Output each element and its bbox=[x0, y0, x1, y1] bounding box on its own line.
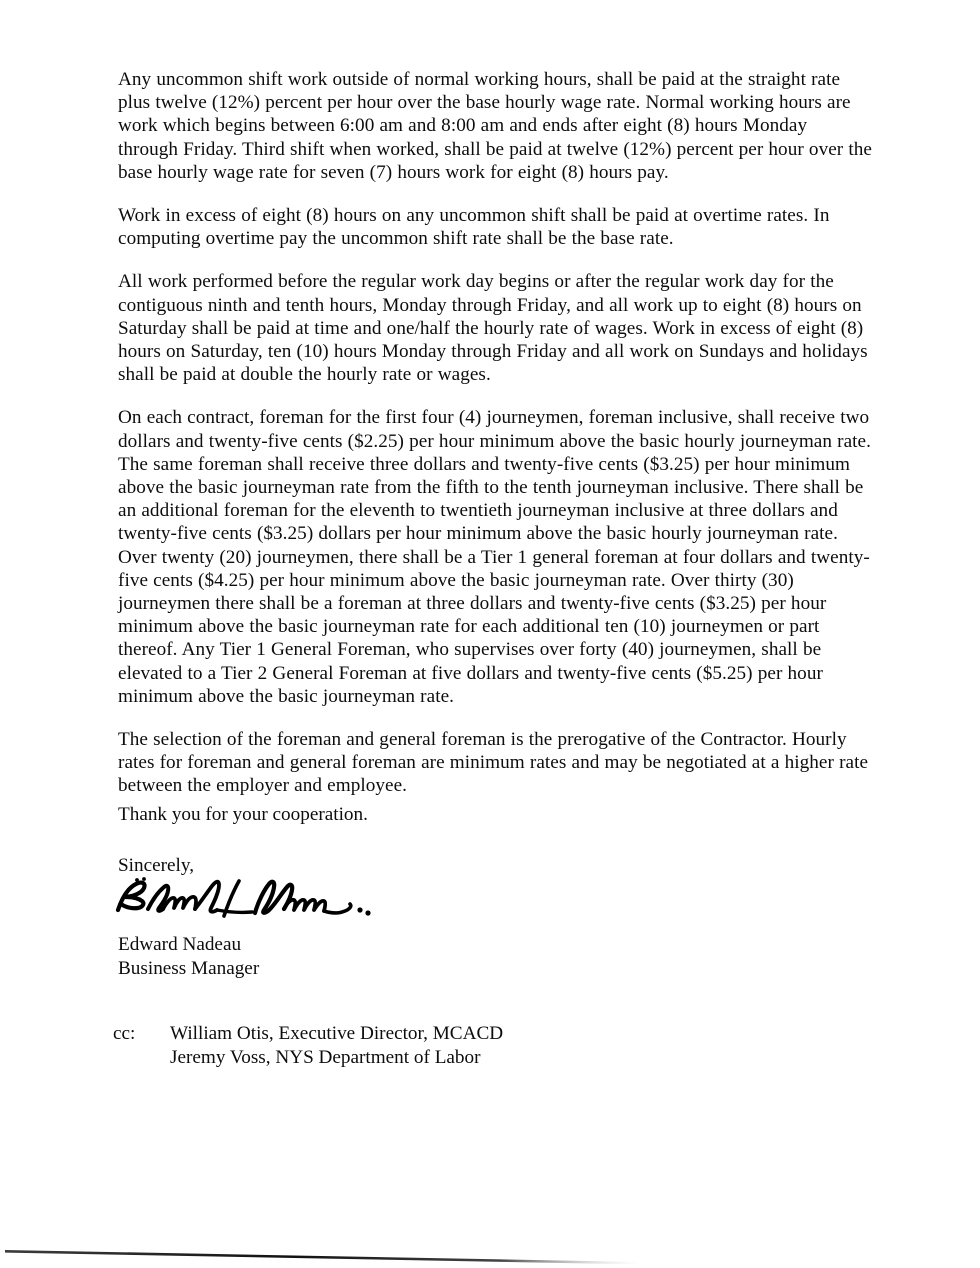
signer-block bbox=[118, 933, 259, 980]
cc-label: cc: bbox=[113, 1023, 136, 1044]
closing-block bbox=[118, 803, 872, 877]
thank-you-line: Thank you for your cooperation. bbox=[118, 804, 368, 825]
signer-name: Edward Nadeau bbox=[118, 934, 242, 955]
paragraph-overtime-rates: Work in excess of eight (8) hours on any uncommon shift shall be paid at overtime rates. In computing overtime pay the uncommon shift rate shall be the base rate. bbox=[118, 205, 830, 250]
paragraph-foreman-selection: The selection of the foreman and general foreman is the prerogative of the Contractor. Hourly rates for foreman and general foreman are minimum rates and may be negotiated at a higher rate between the employer and employee. bbox=[118, 729, 869, 797]
sincerely-line: Sincerely, bbox=[118, 855, 195, 877]
paragraph-foreman-rates: On each contract, foreman for the first four (4) journeymen, foreman inclusive, shall receive two dollars and twenty-five cents ($2.25) per hour minimum above the basic hourly journeyman rate. The same foreman shall receive three dollars and twenty-five cents ($3.25) per hour minimum above the basic journeyman rate from the fifth to the tenth journeyman inclusive. There shall be an additional foreman for the eleventh to twentieth journeyman inclusive at three dollars and twenty-five cents ($3.25) dollars per hour minimum above the basic hourly journeyman rate. Over twenty (20) journeymen, there shall be a Tier 1 general foreman at four dollars and twenty-five cents ($4.25) per hour minimum above the basic journeyman rate. Over thirty (30) journeymen there shall be a foreman at three dollars and twenty-five cents ($3.25) per hour minimum above the basic journeyman rate for each additional ten (10) journeymen or part thereof. Any Tier 1 General Foreman, who supervises over forty (40) journeymen, shall be elevated to a Tier 2 General Foreman at five dollars and twenty-five cents ($5.25) per hour minimum above the basic journeyman rate. bbox=[118, 407, 871, 707]
letter-body bbox=[118, 68, 872, 798]
cc-recipient: Jeremy Voss, NYS Department of Labor bbox=[170, 1047, 481, 1068]
paragraph-uncommon-shift: Any uncommon shift work outside of normal working hours, shall be paid at the straight rate plus twelve (12%) percent per hour over the base hourly wage rate. Normal working hours are work which begins between 6:00 am and 8:00 am and ends after eight (8) hours Monday through Friday. Third shift when worked, shall be paid at twelve (12%) percent per hour over the base hourly wage rate for seven (7) hours work for eight (8) hours pay. bbox=[118, 69, 872, 183]
cc-recipient-list bbox=[170, 1022, 503, 1070]
cc-block bbox=[113, 1022, 503, 1070]
signer-title: Business Manager bbox=[118, 957, 260, 979]
cc-recipient: William Otis, Executive Director, MCACD bbox=[170, 1023, 504, 1044]
paragraph-regular-work-day: All work performed before the regular work day begins or after the regular work day for the contiguous ninth and tenth hours, Monday through Friday, and all work up to eight (8) hours on Saturday shall be paid at time and one/half the hourly rate of wages. Work in excess of eight (8) hours on Saturday, ten (10) hours Monday through Friday and all work on Sundays and holidays shall be paid at double the hourly rate or wages. bbox=[118, 271, 868, 386]
scan-edge-artifact bbox=[0, 1240, 980, 1268]
signature-image bbox=[112, 876, 412, 932]
